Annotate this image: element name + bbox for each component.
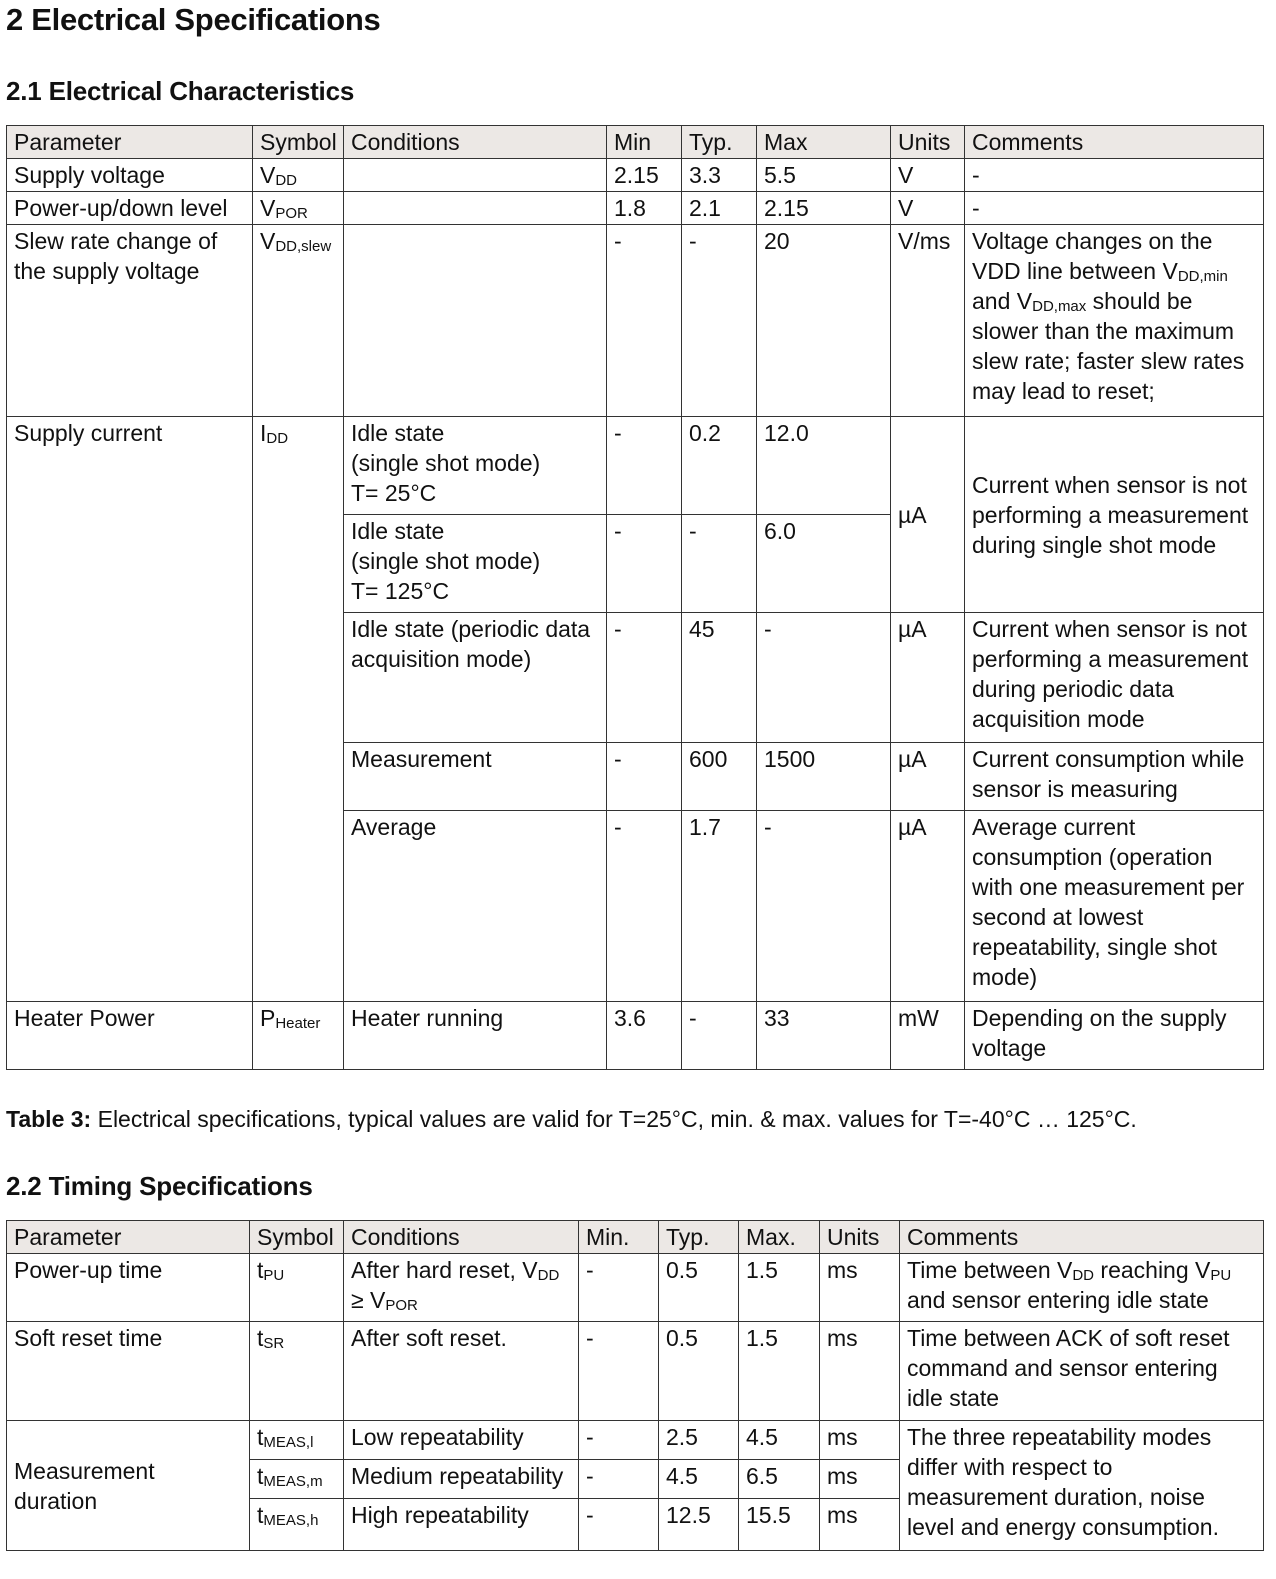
- cell-comments: Current when sensor is not performing a measurement during periodic data acquisition mode: [965, 613, 1264, 743]
- cell-units: mW: [891, 1002, 965, 1070]
- cell-units: ms: [820, 1254, 900, 1322]
- cell-max: 2.15: [757, 192, 891, 225]
- table-header-row: [7, 1221, 1264, 1254]
- cell-symbol: $V_{DD,slew}$: [253, 225, 344, 417]
- cell-typ: 0.5: [659, 1322, 739, 1421]
- cell-parameter: Soft reset time: [7, 1322, 250, 1421]
- cell-typ: -: [682, 225, 757, 417]
- cell-conditions: Idle state (single shot mode) T= 125°C: [344, 515, 607, 613]
- cell-units: ms: [820, 1322, 900, 1421]
- cell-min: -: [579, 1322, 659, 1421]
- table-row: [7, 1254, 1264, 1322]
- cell-conditions: After soft reset.: [344, 1322, 579, 1421]
- cell-comments: Depending on the supply voltage: [965, 1002, 1264, 1070]
- header-typ: Typ.: [682, 126, 757, 159]
- cell-symbol: $t_{SR}$: [250, 1322, 344, 1421]
- cell-comments: Average current consumption (operation with one measurement per second at lowest repeatability, single shot mode): [965, 811, 1264, 1002]
- table-row: [7, 225, 1264, 417]
- cell-symbol: $t_{MEAS,m}$: [250, 1460, 344, 1499]
- cell-symbol: $V_{POR}$: [253, 192, 344, 225]
- cell-max: -: [757, 811, 891, 1002]
- cell-min: 3.6: [607, 1002, 682, 1070]
- cell-comments: Time between ACK of soft reset command and sensor entering idle state: [900, 1322, 1264, 1421]
- cell-units: ms: [820, 1421, 900, 1460]
- header-symbol: Symbol: [253, 126, 344, 159]
- cell-typ: 4.5: [659, 1460, 739, 1499]
- timing-specifications-table: [6, 1220, 1264, 1551]
- section-title-electrical-characteristics: 2.1 Electrical Characteristics: [6, 76, 355, 106]
- cell-max: 6.5: [739, 1460, 820, 1499]
- header-comments: Comments: [900, 1221, 1264, 1254]
- cell-conditions: Average: [344, 811, 607, 1002]
- cell-units: µA: [891, 811, 965, 1002]
- header-comments: Comments: [965, 126, 1264, 159]
- cell-parameter: Power-up/down level: [7, 192, 253, 225]
- cell-units: V/ms: [891, 225, 965, 417]
- cell-symbol: $t_{MEAS,l}$: [250, 1421, 344, 1460]
- cell-typ: 2.1: [682, 192, 757, 225]
- cell-min: -: [607, 225, 682, 417]
- cell-conditions: Measurement: [344, 743, 607, 811]
- cell-comments: -: [965, 159, 1264, 192]
- cell-min: 1.8: [607, 192, 682, 225]
- header-symbol: Symbol: [250, 1221, 344, 1254]
- cell-comments: The three repeatability modes differ with respect to measurement duration, noise level and energy consumption.: [900, 1421, 1264, 1551]
- table-row: [7, 159, 1264, 192]
- cell-comments: Time between $V_{DD}$ reaching $V_{PU}$ and sensor entering idle state: [900, 1254, 1264, 1322]
- cell-units: µA: [891, 417, 965, 613]
- cell-typ: -: [682, 515, 757, 613]
- header-max: Max: [757, 126, 891, 159]
- cell-min: -: [607, 811, 682, 1002]
- cell-min: -: [579, 1460, 659, 1499]
- table-row: [7, 1421, 1264, 1460]
- cell-max: 20: [757, 225, 891, 417]
- cell-typ: 45: [682, 613, 757, 743]
- cell-typ: 0.5: [659, 1254, 739, 1322]
- cell-parameter: Heater Power: [7, 1002, 253, 1070]
- cell-comments: Current consumption while sensor is measuring: [965, 743, 1264, 811]
- caption-text: Electrical specifications, typical values are valid for T=25°C, min. & max. values for T=-40°C … 125°C.: [91, 1106, 1137, 1132]
- cell-min: 2.15: [607, 159, 682, 192]
- cell-symbol: $t_{MEAS,h}$: [250, 1499, 344, 1551]
- cell-max: 6.0: [757, 515, 891, 613]
- cell-units: µA: [891, 743, 965, 811]
- cell-units: ms: [820, 1499, 900, 1551]
- cell-units: ms: [820, 1460, 900, 1499]
- cell-symbol: $V_{DD}$: [253, 159, 344, 192]
- cell-max: 1.5: [739, 1322, 820, 1421]
- cell-max: 33: [757, 1002, 891, 1070]
- cell-conditions: Medium repeatability: [344, 1460, 579, 1499]
- cell-min: -: [607, 613, 682, 743]
- header-parameter: Parameter: [7, 1221, 250, 1254]
- cell-units: µA: [891, 613, 965, 743]
- table-row: [7, 1322, 1264, 1421]
- cell-max: -: [757, 613, 891, 743]
- cell-typ: 1.7: [682, 811, 757, 1002]
- cell-symbol: $t_{PU}$: [250, 1254, 344, 1322]
- cell-max: 4.5: [739, 1421, 820, 1460]
- cell-symbol: $I_{DD}$: [253, 417, 344, 1002]
- cell-comments: Voltage changes on the VDD line between $V_{DD,min}$ and $V_{DD,max}$ should be slower than the maximum slew rate; faster slew rates may lead to reset;: [965, 225, 1264, 417]
- header-conditions: Conditions: [344, 1221, 579, 1254]
- header-min: Min: [607, 126, 682, 159]
- cell-typ: 0.2: [682, 417, 757, 515]
- table-row: [7, 417, 1264, 515]
- cell-parameter: Measurement duration: [7, 1421, 250, 1551]
- cell-comments: Current when sensor is not performing a measurement during single shot mode: [965, 417, 1264, 613]
- page-title: 2 Electrical Specifications: [6, 2, 381, 37]
- electrical-characteristics-table: [6, 125, 1264, 1070]
- header-units: Units: [820, 1221, 900, 1254]
- cell-conditions: [344, 225, 607, 417]
- cell-conditions: Heater running: [344, 1002, 607, 1070]
- cell-conditions: After hard reset, $V_{DD} \ge V_{POR}$: [344, 1254, 579, 1322]
- cell-typ: 12.5: [659, 1499, 739, 1551]
- cell-parameter: Power-up time: [7, 1254, 250, 1322]
- caption-label: Table 3:: [6, 1106, 92, 1132]
- cell-typ: 3.3: [682, 159, 757, 192]
- cell-min: -: [607, 515, 682, 613]
- cell-max: 1500: [757, 743, 891, 811]
- header-units: Units: [891, 126, 965, 159]
- table-caption: [6, 1104, 1137, 1134]
- cell-units: V: [891, 192, 965, 225]
- header-max: Max.: [739, 1221, 820, 1254]
- cell-max: 15.5: [739, 1499, 820, 1551]
- cell-typ: 2.5: [659, 1421, 739, 1460]
- cell-min: -: [607, 743, 682, 811]
- cell-conditions: Low repeatability: [344, 1421, 579, 1460]
- cell-conditions: High repeatability: [344, 1499, 579, 1551]
- cell-min: -: [579, 1254, 659, 1322]
- cell-conditions: [344, 159, 607, 192]
- cell-min: -: [579, 1421, 659, 1460]
- cell-conditions: Idle state (single shot mode) T= 25°C: [344, 417, 607, 515]
- cell-parameter: Slew rate change of the supply voltage: [7, 225, 253, 417]
- cell-conditions: [344, 192, 607, 225]
- cell-max: 1.5: [739, 1254, 820, 1322]
- cell-max: 5.5: [757, 159, 891, 192]
- header-typ: Typ.: [659, 1221, 739, 1254]
- cell-parameter: Supply voltage: [7, 159, 253, 192]
- cell-min: -: [607, 417, 682, 515]
- cell-typ: -: [682, 1002, 757, 1070]
- table-header-row: [7, 126, 1264, 159]
- cell-max: 12.0: [757, 417, 891, 515]
- section-title-timing-specifications: 2.2 Timing Specifications: [6, 1171, 313, 1201]
- cell-symbol: $P_{Heater}$: [253, 1002, 344, 1070]
- header-parameter: Parameter: [7, 126, 253, 159]
- cell-units: V: [891, 159, 965, 192]
- cell-typ: 600: [682, 743, 757, 811]
- cell-comments: -: [965, 192, 1264, 225]
- table-row: [7, 192, 1264, 225]
- cell-min: -: [579, 1499, 659, 1551]
- cell-parameter: Supply current: [7, 417, 253, 1002]
- cell-conditions: Idle state (periodic data acquisition mode): [344, 613, 607, 743]
- table-row: [7, 1002, 1264, 1070]
- header-conditions: Conditions: [344, 126, 607, 159]
- header-min: Min.: [579, 1221, 659, 1254]
